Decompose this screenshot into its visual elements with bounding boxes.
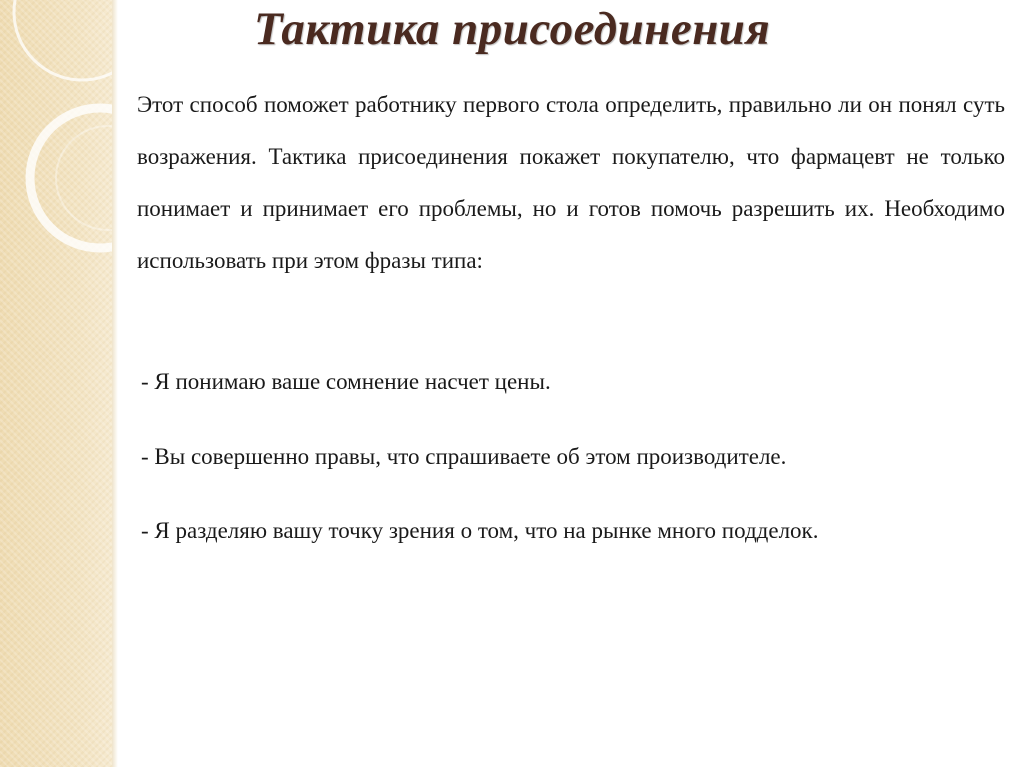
decorative-side-band bbox=[0, 0, 112, 767]
side-band-edge bbox=[112, 0, 118, 767]
example-phrase-1: - Я понимаю ваше сомнение насчет цены. bbox=[141, 369, 551, 394]
decorative-rings bbox=[0, 0, 112, 767]
ring-inner bbox=[56, 126, 112, 230]
ring-middle bbox=[30, 108, 112, 248]
example-phrase-2: - Вы совершенно правы, что спрашиваете об этом производителе. bbox=[141, 444, 787, 469]
slide-title: Тактика присоединения bbox=[253, 3, 771, 55]
intro-paragraph: Этот способ поможет работнику первого стола определить, правильно ли он понял суть возражения. Тактика присоединения покажет покупателю, что фармацевт не только понимает и принимает его проблемы, но и готов помочь разрешить их. Необходимо использовать при этом фразы типа: bbox=[137, 92, 1005, 273]
example-phrase-3: - Я разделяю вашу точку зрения о том, что на рынке много подделок. bbox=[141, 518, 819, 543]
